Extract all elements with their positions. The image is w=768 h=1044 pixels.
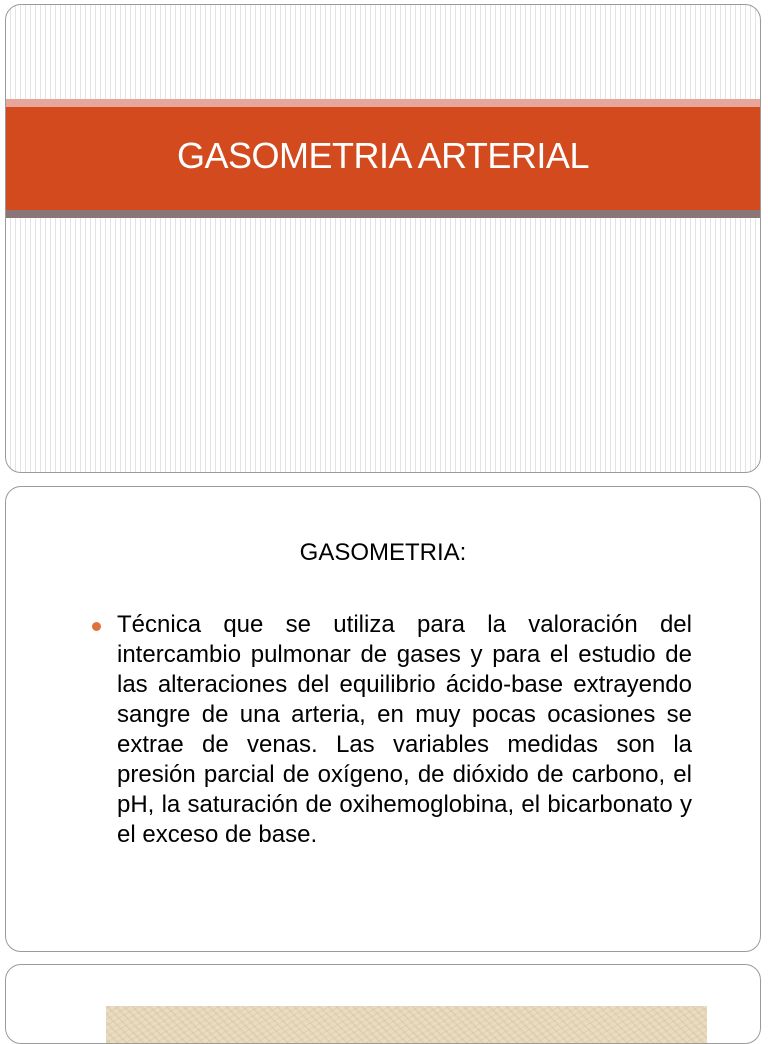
- bullet-text: Técnica que se utiliza para la valoración del intercambio pulmonar de gases y para el estudio de las alteraciones del equilibrio ácido-base extrayendo sangre de una arteria, en muy pocas ocasiones se extrae de venas. Las variables medidas son la presión parcial de oxígeno, de dióxido de carbono, el pH, la saturación de oxihemoglobina, el bicarbonato y el exceso de base.: [117, 611, 692, 848]
- slide-heading: GASOMETRIA:: [299, 539, 467, 566]
- slide-3: [5, 964, 761, 1044]
- slide-1: [5, 4, 761, 473]
- bullet-item: [92, 610, 692, 850]
- title-band-top-stripe: [6, 99, 760, 107]
- title-band-bottom-stripe: [6, 210, 760, 218]
- slide-title: GASOMETRIA ARTERIAL: [177, 134, 589, 176]
- slide-2: [5, 486, 761, 952]
- slide-image: [106, 1006, 707, 1044]
- title-band: [6, 107, 760, 210]
- bullet-icon: [92, 622, 101, 631]
